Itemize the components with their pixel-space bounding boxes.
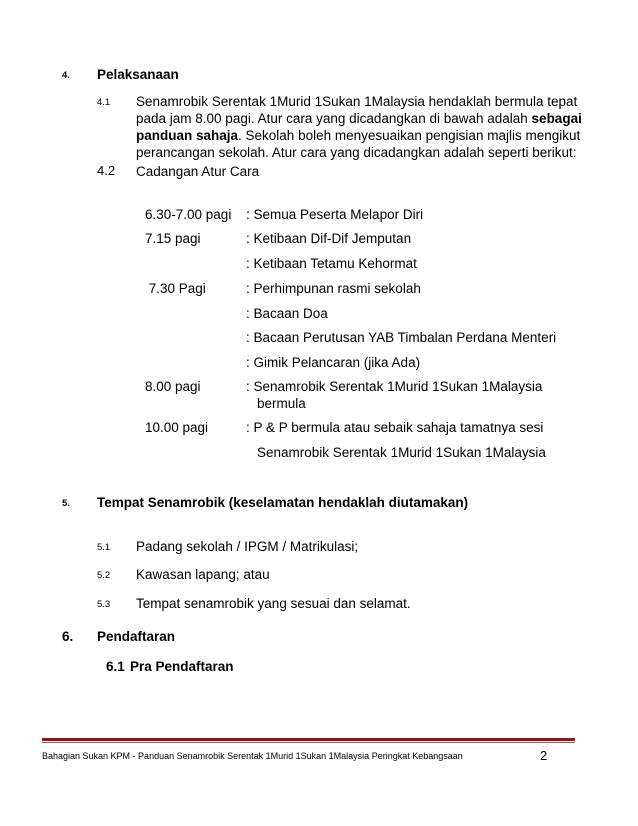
item-5-2-number: 5.2 <box>97 570 111 581</box>
item-5-2-text: Kawasan lapang; atau <box>136 567 270 582</box>
page-number: 2 <box>540 748 548 763</box>
schedule-time: 10.00 pagi <box>145 420 209 435</box>
schedule-time: 6.30-7.00 pagi <box>145 207 232 222</box>
section-5-title: Tempat Senamrobik (keselamatan hendaklah diutamakan) <box>97 495 469 510</box>
item-5-1-number: 5.1 <box>97 542 111 553</box>
schedule-activity: : Senamrobik Serentak 1Murid 1Sukan 1Malaysia <box>246 379 543 394</box>
item-4-2-number: 4.2 <box>97 163 116 178</box>
item-5-3-number: 5.3 <box>97 599 111 610</box>
paragraph-line: Senamrobik Serentak 1Murid 1Sukan 1Malaysia hendaklah bermula tepat <box>136 94 578 109</box>
item-6-1-title: Pra Pendaftaran <box>130 659 234 674</box>
schedule-activity: : Ketibaan Tetamu Kehormat <box>246 256 417 271</box>
section-4-number: 4. <box>62 70 70 81</box>
schedule-time: 7.15 pagi <box>145 231 201 246</box>
schedule-time: 8.00 pagi <box>145 379 201 394</box>
section-5-number: 5. <box>62 498 70 509</box>
item-5-1-text: Padang sekolah / IPGM / Matrikulasi; <box>136 539 359 554</box>
schedule-activity: : Perhimpunan rasmi sekolah <box>246 281 421 296</box>
schedule-activity: : Semua Peserta Melapor Diri <box>246 207 424 222</box>
footer-rule-thin <box>42 742 575 743</box>
schedule-activity: : Ketibaan Dif-Dif Jemputan <box>246 231 412 246</box>
schedule-activity: : Bacaan Doa <box>246 306 328 321</box>
section-6-number: 6. <box>62 629 74 644</box>
item-6-1-number: 6.1 <box>106 659 125 674</box>
footer-text: Bahagian Sukan KPM - Panduan Senamrobik Serentak 1Murid 1Sukan 1Malaysia Peringkat Kebangsaan <box>42 751 463 761</box>
section-6-title: Pendaftaran <box>97 629 176 644</box>
footer-rule <box>42 738 575 741</box>
item-4-1-number: 4.1 <box>97 97 111 108</box>
item-5-3-text: Tempat senamrobik yang sesuai dan selamat. <box>136 596 411 611</box>
schedule-activity: : Gimik Pelancaran (jika Ada) <box>246 355 421 370</box>
schedule-activity-continuation: bermula <box>257 396 306 411</box>
schedule-activity-continuation: Senamrobik Serentak 1Murid 1Sukan 1Malaysia <box>257 445 546 460</box>
paragraph-line: panduan sahaja. Sekolah boleh menyesuaikan pengisian majlis mengikut <box>136 128 581 143</box>
item-4-1-paragraph <box>136 93 582 161</box>
paragraph-line: pada jam 8.00 pagi. Atur cara yang dicadangkan di bawah adalah sebagai <box>136 111 582 126</box>
schedule-activity: : P & P bermula atau sebaik sahaja tamatnya sesi <box>246 420 544 435</box>
schedule-time: 7.30 Pagi <box>145 281 206 296</box>
section-4-title: Pelaksanaan <box>97 67 179 82</box>
schedule-activity: : Bacaan Perutusan YAB Timbalan Perdana Menteri <box>246 330 557 345</box>
item-4-2-label: Cadangan Atur Cara <box>136 164 260 179</box>
paragraph-line: perancangan sekolah. Atur cara yang dicadangkan adalah seperti berikut: <box>136 145 577 160</box>
